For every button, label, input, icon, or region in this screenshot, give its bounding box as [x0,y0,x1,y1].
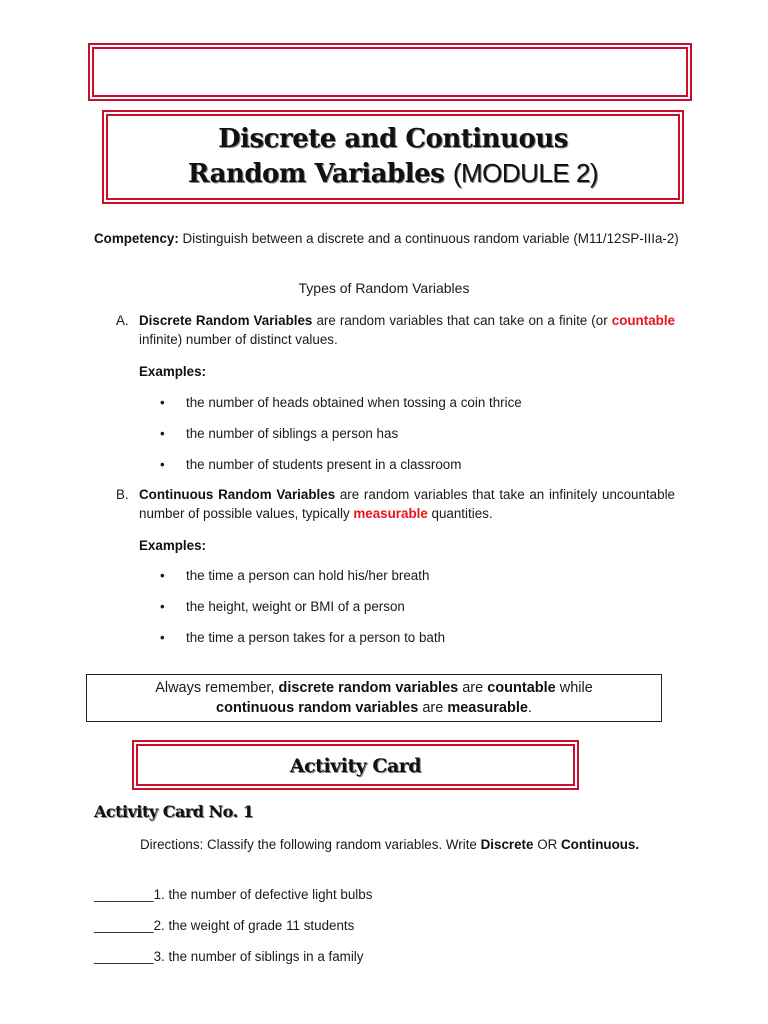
activity-card-banner [136,744,575,786]
bullet-icon: • [160,457,165,472]
directions-discrete: Discrete [480,837,534,852]
activity-item: ________1. the number of defective light bulbs [94,887,373,902]
types-heading: Types of Random Variables [298,280,470,296]
competency-text: Distinguish between a discrete and a continuous random variable (M11/12SP-IIIa-2) [178,231,679,246]
bullet-icon: • [160,395,165,410]
title-line-2 [108,158,678,189]
discrete-text-2: infinite) number of distinct values. [139,332,338,347]
remember-line-1 [87,678,661,698]
remember-text: Always remember, [155,680,279,696]
list-item-text: the time a person takes for a person to bath [186,630,446,645]
measurable-highlight: measurable [353,506,428,521]
top-red-frame [92,47,688,97]
bullet-icon: • [160,599,165,614]
bullet-icon: • [160,426,165,441]
bullet-icon: • [160,630,165,645]
list-item-text: the time a person can hold his/her breath [186,568,430,583]
directions-continuous: Continuous. [561,837,640,852]
discrete-letter: A. [116,313,129,328]
remember-text: . [527,700,532,716]
continuous-definition [139,485,675,523]
continuous-term: Continuous Random Variables [139,487,336,502]
list-item-text: the height, weight or BMI of a person [186,599,405,614]
remember-text: while [555,680,593,696]
list-item-text: the number of students present in a classroom [186,457,462,472]
remember-bold: countable [487,680,556,696]
discrete-text-1: are random variables that can take on a finite (or [312,313,612,328]
remember-bold: measurable [447,700,528,716]
remember-box [86,674,662,722]
title-module: (MODULE 2) [452,158,599,188]
discrete-definition [139,311,675,349]
remember-text: are [458,680,488,696]
continuous-examples-label-text: Examples: [139,538,206,553]
remember-text: are [418,700,448,716]
countable-highlight: countable [611,313,675,328]
bullet-icon: • [160,568,165,583]
discrete-examples-label [139,362,206,381]
directions-or: OR [533,837,561,852]
title-line-1: Discrete and Continuous [218,124,568,154]
continuous-text-1: are random variables that take an infinitely uncountable number of possible values, typically [139,487,675,521]
remember-line-2 [87,698,661,718]
list-item-text: the number of siblings a person has [186,426,399,441]
continuous-letter: B. [116,487,129,502]
discrete-term: Discrete Random Variables [139,313,313,328]
continuous-examples-label [139,536,206,555]
remember-bold: discrete random variables [278,680,459,696]
title-main: Random Variables [187,159,445,189]
remember-bold: continuous random variables [216,700,419,716]
discrete-examples-label-text: Examples: [139,364,206,379]
activity-item: ________2. the weight of grade 11 students [94,918,355,933]
competency-label: Competency: [94,231,179,246]
title-frame [106,114,680,200]
continuous-text-2: quantities. [427,506,493,521]
activity-item: ________3. the number of siblings in a family [94,949,364,964]
competency [94,229,694,248]
list-item-text: the number of heads obtained when tossing a coin thrice [186,395,522,410]
activity-card-title: Activity Card [289,755,422,777]
activity-card-number: Activity Card No. 1 [94,802,254,821]
directions [94,835,675,854]
directions-text: Directions: Classify the following random variables. Write [140,837,481,852]
